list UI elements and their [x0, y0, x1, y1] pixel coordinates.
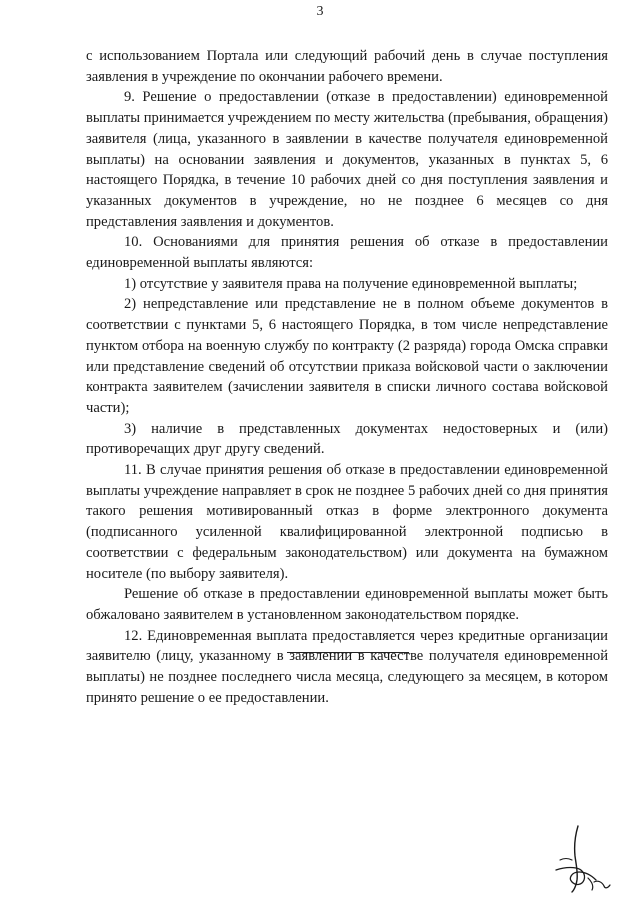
paragraph-10-item-1: 1) отсутствие у заявителя права на получение единовременной выплаты;	[124, 275, 578, 292]
handwritten-signature-icon	[548, 822, 612, 896]
paragraph-9: 9. Решение о предоставлении (отказе в предоставлении) единовременной выплаты принимается учреждением по месту жительства (пребывания, обращения) заявителя (лица, указанного в заявлении в качестве получателя единовременной выплаты) на основании заявления и документов, указанных в пунктах 5, 6 настоящего Порядка, в течение 10 рабочих дней со дня поступления заявления и указанных документов в учреждение, но не позднее 6 месяцев со дня представления заявления и документов.	[86, 89, 608, 230]
paragraph-10: 10. Основаниями для принятия решения об отказе в предоставлении единовременной выплаты являются:	[86, 234, 608, 272]
paragraph-11-appeal: Решение об отказе в предоставлении единовременной выплаты может быть обжаловано заявителем в установленном законодательством порядке.	[86, 586, 608, 623]
paragraph-11: 11. В случае принятия решения об отказе в предоставлении единовременной выплаты учреждение направляет в срок не позднее 5 рабочих дней со дня принятия такого решения мотивированный отказ в форме электронного документа (подписанного усиленной квалифицированной электронной подписью в соответствии с федеральным законодательством) или документа на бумажном носителе (по выбору заявителя).	[86, 462, 608, 582]
page-number: 3	[316, 4, 324, 19]
document-body	[86, 46, 608, 709]
paragraph-10-item-3: 3) наличие в представленных документах недостоверных и (или) противоречащих друг другу сведений.	[86, 420, 608, 458]
end-of-document-line	[287, 652, 409, 653]
paragraph-10-item-2: 2) непредставление или представление не в полном объеме документов в соответствии с пунктами 5, 6 настоящего Порядка, в том числе непредставление пунктом отбора на военную службу по контракту (2 разряда) города Омска справки или представление сведений об отсутствии приказа войсковой части о заключении контракта заявителем (зачислении заявителя в списки личного состава войсковой части);	[86, 296, 608, 416]
paragraph-continuation: с использованием Портала или следующий рабочий день в случае поступления заявления в учреждение по окончании рабочего времени.	[86, 48, 608, 85]
paragraph-12: 12. Единовременная выплата предоставляется через кредитные организации заявителю (лицу, указанному в заявлении в качестве получателя единовременной выплаты) не позднее последнего числа месяца, следующего за месяцем, в котором принято решение о ее предоставлении.	[86, 627, 608, 706]
